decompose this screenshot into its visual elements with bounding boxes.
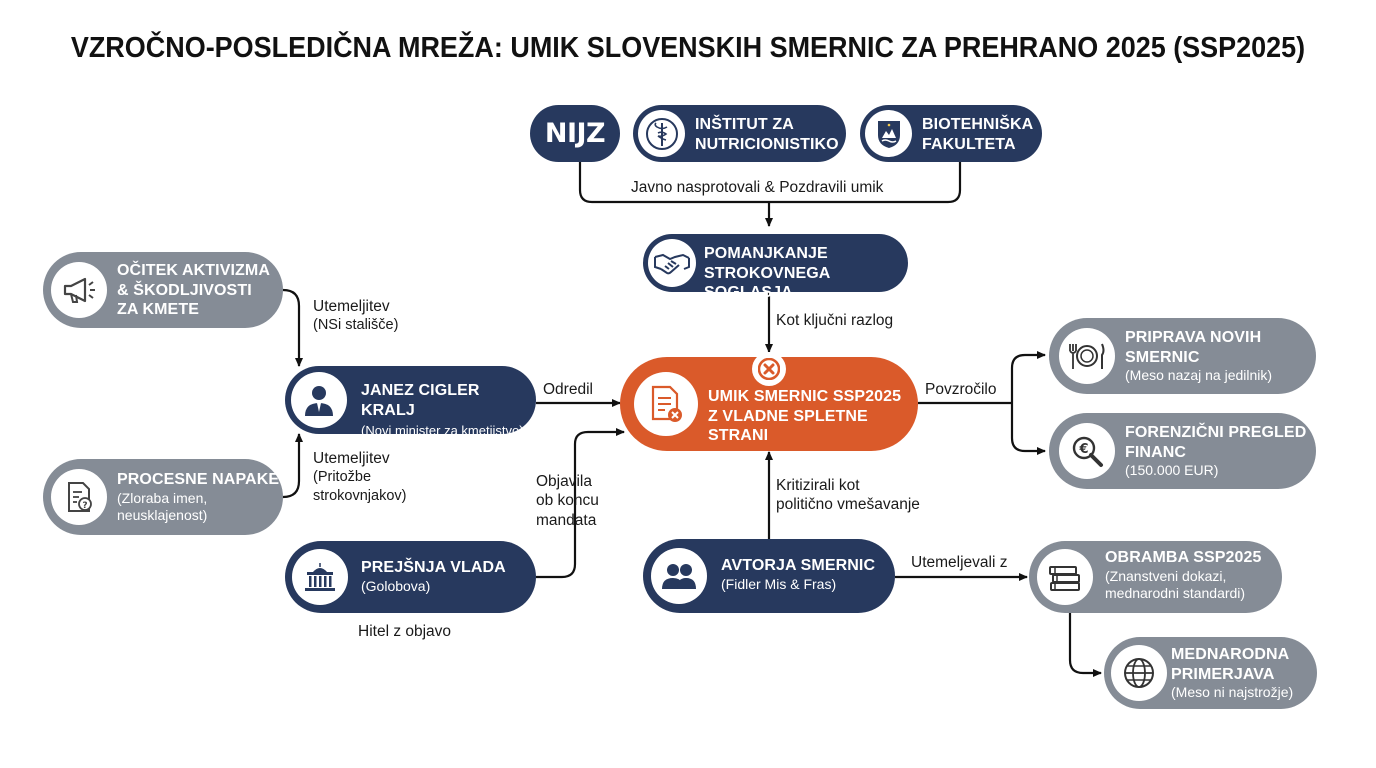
mednarodna-title-2: PRIMERJAVA [1171, 665, 1275, 683]
ocitek-title-3: ZA KMETE [117, 301, 199, 319]
umik-title-2: Z VLADNE SPLETNE STRANI [708, 407, 868, 445]
avtorja-subtitle: (Fidler Mis & Fras) [721, 575, 837, 592]
procesne-title: PROCESNE NAPAKE [117, 471, 280, 488]
node-janez [285, 366, 536, 439]
edge-procesne-janez [283, 434, 299, 497]
ocitek-title: OČITEK AKTIVIZMA [117, 262, 270, 279]
svg-text:?: ? [82, 501, 88, 511]
obramba-subtitle-2: mednarodni standardi) [1105, 584, 1246, 601]
pomanjkanje-title: POMANJKANJE [704, 245, 828, 262]
edge-label-povzrocilo: Povzročilo [925, 381, 997, 398]
government-building-icon [292, 549, 348, 605]
edge-obramba-mednarodna [1070, 612, 1101, 673]
megaphone-icon [51, 262, 107, 318]
people-icon [651, 548, 707, 604]
caduceus-icon [638, 110, 685, 157]
janez-title: JANEZ CIGLER KRALJ [361, 382, 480, 419]
node-biotehniska [860, 105, 1042, 162]
node-institut [633, 105, 846, 162]
procesne-subtitle-2: neusklajenost) [117, 506, 208, 523]
node-ocitek [43, 252, 283, 328]
node-forenzicni [1049, 413, 1316, 489]
nijz-logo-text: NIJZ [544, 118, 606, 149]
edge-label-utemeljitev-2-line3: strokovnjakov) [313, 487, 407, 504]
edge-label-kritizirali-line1: Kritizirali kot [776, 477, 860, 494]
edge-label-kritizirali [776, 476, 920, 515]
globe-icon [1111, 645, 1167, 701]
edge-branch-priprava [1012, 355, 1045, 403]
handshake-icon [648, 239, 696, 287]
mednarodna-title: MEDNARODNA [1171, 646, 1290, 663]
euro-magnifier-icon [1059, 423, 1115, 479]
vlada-subtitle: (Golobova) [361, 577, 431, 594]
biotehniska-title: BIOTEHNIŠKA [922, 116, 1034, 133]
biotehniska-title-2: FAKULTETA [922, 135, 1016, 153]
avtorja-title: AVTORJA SMERNIC [721, 557, 876, 574]
node-vlada [285, 541, 536, 613]
forenzicni-title-2: FINANC [1125, 443, 1187, 461]
edge-label-utemeljitev-2-line1: Utemeljitev [313, 450, 390, 467]
svg-text:€: € [1079, 442, 1089, 457]
edge-label-utemeljitev-2 [313, 449, 406, 505]
person-icon [291, 372, 347, 428]
pomanjkanje-title-2: STROKOVNEGA SOGLASJA [704, 264, 830, 302]
edge-label-objavila-line2: ob koncu [536, 492, 599, 510]
edge-label-hitel: Hitel z objavo [358, 623, 452, 640]
janez-subtitle: (Novi minister za kmetijstvo) [361, 423, 524, 439]
ocitek-title-2: & ŠKODLJIVOSTI [117, 281, 252, 299]
edge-label-utemeljitev-1-line2: (NSi stališče) [313, 317, 399, 334]
obramba-title: OBRAMBA SSP2025 [1105, 549, 1262, 566]
close-icon [752, 352, 786, 386]
institut-title-2: NUTRICIONISTIKO [695, 135, 839, 153]
forenzicni-title: FORENZIČNI PREGLED [1125, 424, 1307, 441]
edge-label-odredil: Odredil [543, 381, 593, 398]
edge-ocitek-janez [283, 290, 299, 366]
node-nijz [530, 105, 620, 162]
document-question-icon [51, 469, 107, 525]
document-remove-icon [634, 372, 698, 436]
edge-label-objavila-line3: mandata [536, 511, 597, 529]
edge-label-objavila [536, 472, 599, 530]
umik-title: UMIK SMERNIC SSP2025 [708, 388, 902, 405]
priprava-subtitle: (Meso nazaj na jedilnik) [1125, 367, 1273, 384]
obramba-subtitle: (Znanstveni dokazi, [1105, 567, 1227, 584]
edge-label-utemeljitev-1 [313, 297, 398, 335]
mednarodna-subtitle: (Meso ni najstrožje) [1171, 684, 1294, 701]
books-icon [1037, 549, 1093, 605]
priprava-title-2: SMERNIC [1125, 348, 1200, 366]
forenzicni-subtitle: (150.000 EUR) [1125, 462, 1219, 479]
node-priprava [1049, 318, 1316, 394]
edge-label-kot-kljucni: Kot ključni razlog [776, 312, 894, 329]
edge-label-javno: Javno nasprotovali & Pozdravili umik [631, 179, 884, 196]
edge-branch-forenzicni [1012, 403, 1045, 451]
node-mednarodna [1104, 637, 1317, 709]
procesne-subtitle: (Zloraba imen, [117, 489, 208, 506]
page-title: VZROČNO-POSLEDIČNA MREŽA: UMIK SLOVENSKIH SMERNIC ZA PREHRANO 2025 (SSP2025) [70, 32, 1306, 64]
vlada-title: PREJŠNJA VLADA [361, 559, 506, 576]
node-obramba [1029, 541, 1282, 613]
edge-label-utemeljevali: Utemeljevali z [911, 554, 1008, 571]
fork-plate-knife-icon [1059, 328, 1115, 384]
node-avtorja [643, 539, 895, 613]
institut-title: INŠTITUT ZA [695, 116, 794, 133]
node-procesne [43, 459, 283, 535]
edge-label-utemeljitev-1-line1: Utemeljitev [313, 298, 390, 315]
edge-label-utemeljitev-2-line2: (Pritožbe [313, 469, 372, 486]
node-pomanjkanje [643, 234, 908, 302]
edge-label-kritizirali-line2: politično vmešavanje [776, 496, 920, 514]
crest-icon [865, 110, 912, 157]
priprava-title: PRIPRAVA NOVIH [1125, 329, 1262, 346]
edge-label-objavila-line1: Objavila [536, 473, 592, 490]
